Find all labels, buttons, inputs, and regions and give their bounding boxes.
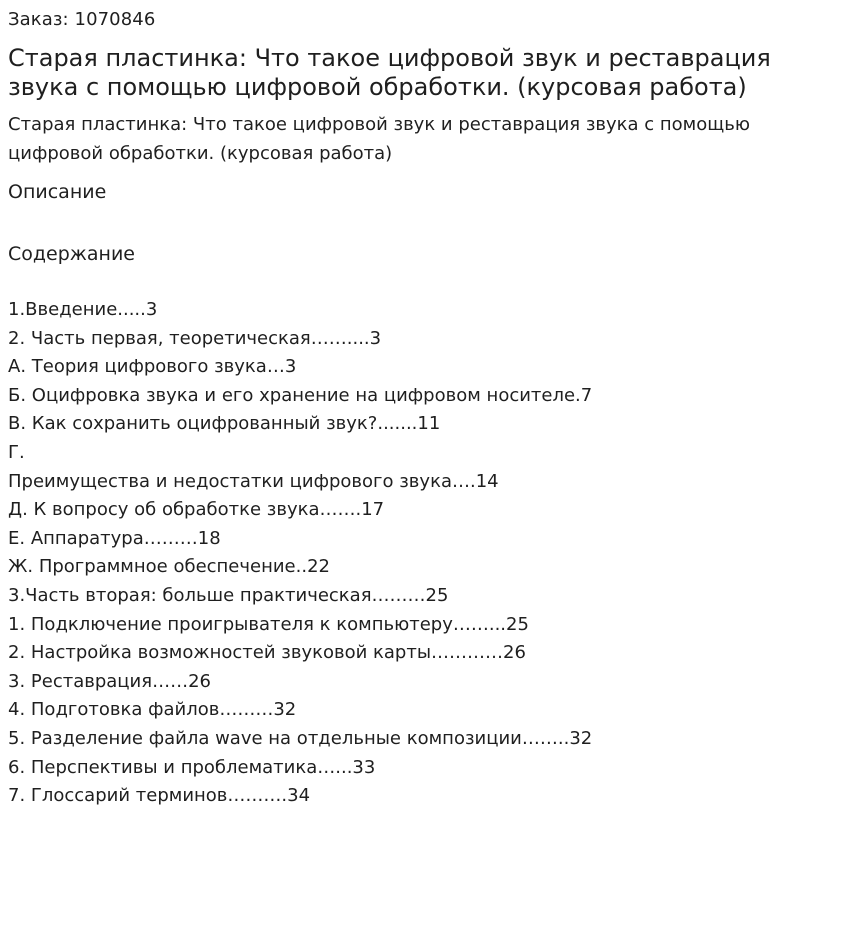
page-subtitle: Старая пластинка: Что такое цифровой звук и реставрация звука с помощью цифровой обработки. (курсовая работа) — [8, 114, 750, 164]
toc-item: 7. Глоссарий терминов……….34 — [8, 785, 311, 807]
contents-heading: Содержание — [8, 243, 135, 265]
toc-item: Е. Аппаратура………18 — [8, 527, 221, 549]
toc-item: 2. Настройка возможностей звуковой карты…………26 — [8, 642, 526, 664]
toc-item: Д. К вопросу об обработке звука…….17 — [8, 499, 385, 521]
toc-item: 1.Введение.....3 — [8, 299, 158, 320]
page-title: Старая пластинка: Что такое цифровой звук и реставрация звука с помощью цифровой обработки. (курсовая работа) — [8, 44, 771, 101]
toc-item: Ж. Программное обеспечение..22 — [8, 556, 330, 578]
toc-item: 6. Перспективы и проблематика…...33 — [8, 756, 376, 778]
toc-item: 2. Часть первая, теоретическая……....3 — [8, 327, 382, 349]
toc-item: 3. Реставрация……26 — [8, 670, 211, 692]
table-of-contents — [8, 296, 839, 811]
toc-item: 3.Часть вторая: больше практическая………25 — [8, 584, 449, 606]
toc-item: А. Теория цифрового звука…3 — [8, 356, 297, 378]
toc-item: 1. Подключение проигрывателя к компьютеру……...25 — [8, 613, 529, 635]
description-heading: Описание — [8, 181, 107, 203]
toc-item: Б. Оцифровка звука и его хранение на цифровом носителе.7 — [8, 384, 593, 406]
toc-item: Преимущества и недостатки цифрового звука….14 — [8, 470, 499, 492]
toc-item: 4. Подготовка файлов………32 — [8, 699, 297, 721]
toc-item: В. Как сохранить оцифрованный звук?.......11 — [8, 413, 441, 435]
order-number: Заказ: 1070846 — [8, 9, 156, 30]
toc-item: 5. Разделение файла wave на отдельные композиции……..32 — [8, 727, 593, 749]
toc-item: Г. — [8, 441, 25, 463]
